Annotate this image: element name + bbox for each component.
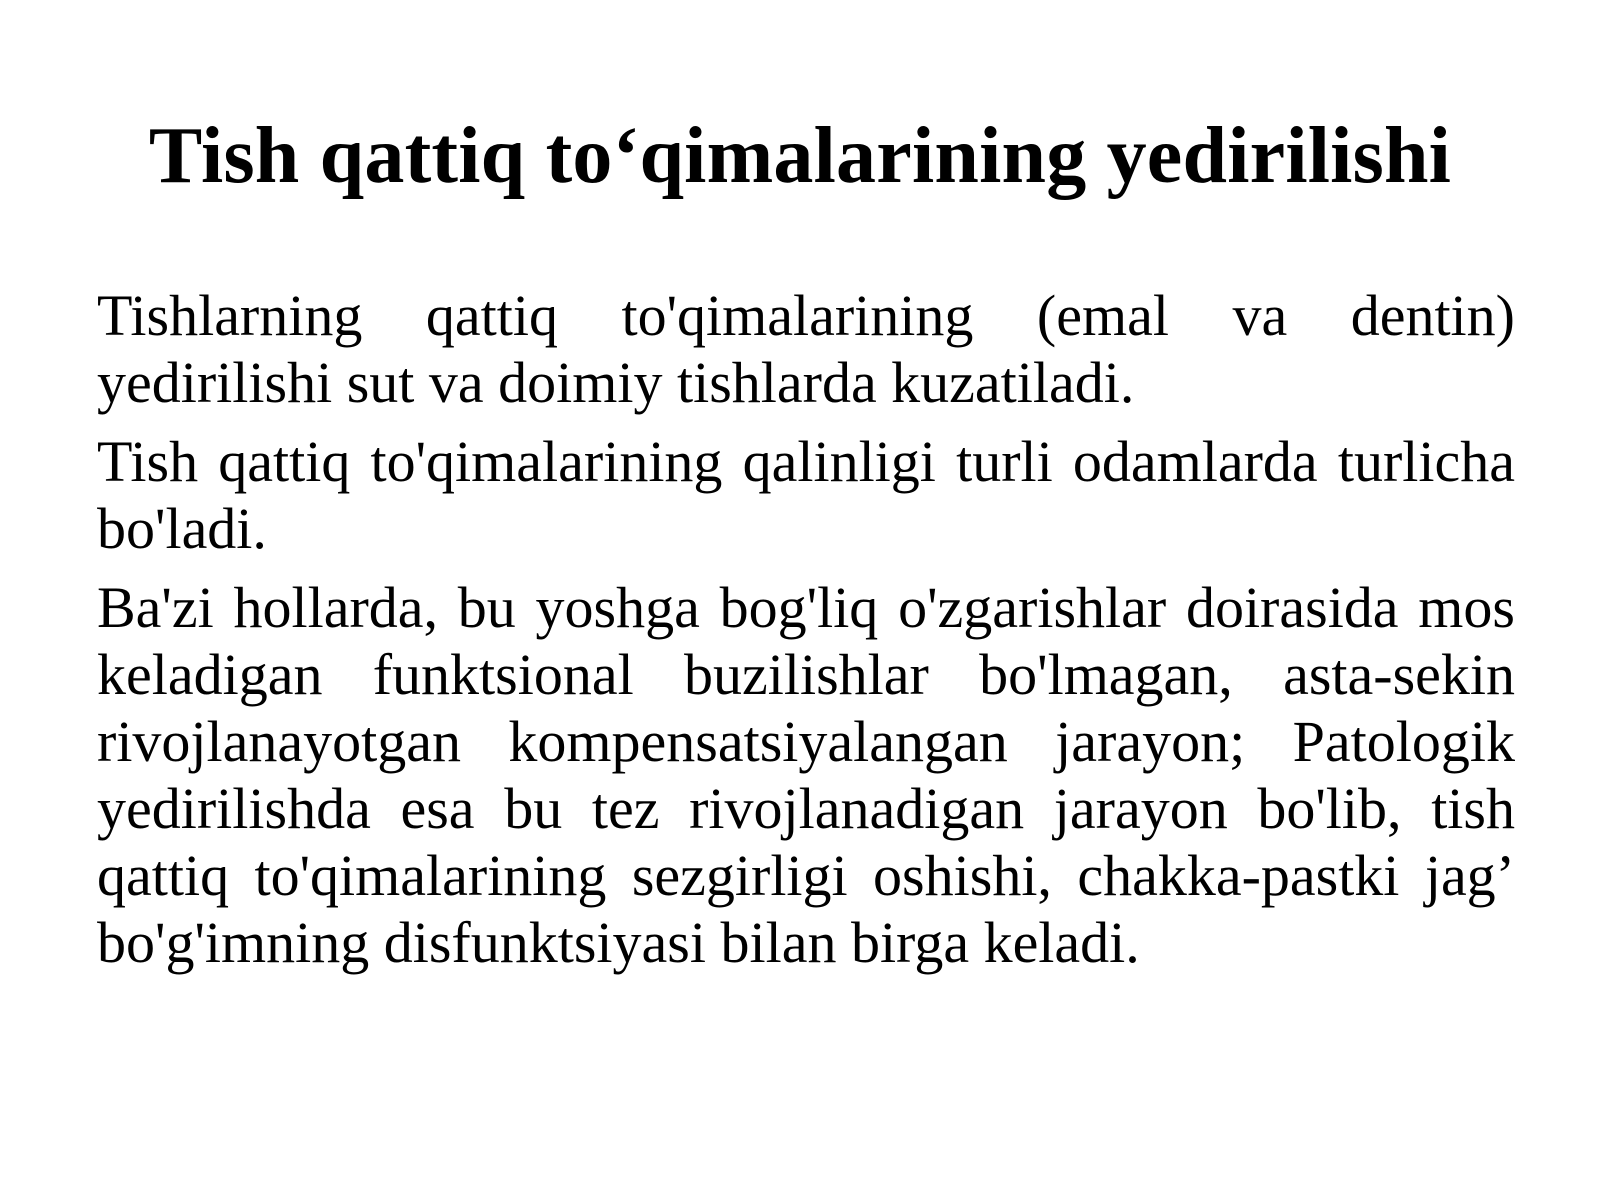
slide-body (97, 282, 1515, 988)
paragraph-1: Tishlarning qattiq to'qimalarining (emal va dentin) yedirilishi sut va doimiy tishlarda kuzatiladi. (97, 283, 1515, 415)
paragraph-3: Ba'zi hollarda, bu yoshga bog'liq o'zgarishlar doirasida mos keladigan funktsional buzilishlar bo'lmagan, asta-sekin rivojlanayotgan kompensatsiyalangan jarayon; Patologik yedirilishda esa bu tez rivojlanadigan jarayon bo'lib, tish qattiq to'qimalarining sezgirligi oshishi, chakka-pastki jag’ bo'g'imning disfunktsiyasi bilan birga keladi. (97, 575, 1515, 975)
slide-title: Tish qattiq to‘qimalarining yedirilishi (148, 112, 1452, 200)
paragraph-2: Tish qattiq to'qimalarining qalinligi turli odamlarda turlicha bo'ladi. (97, 429, 1515, 561)
